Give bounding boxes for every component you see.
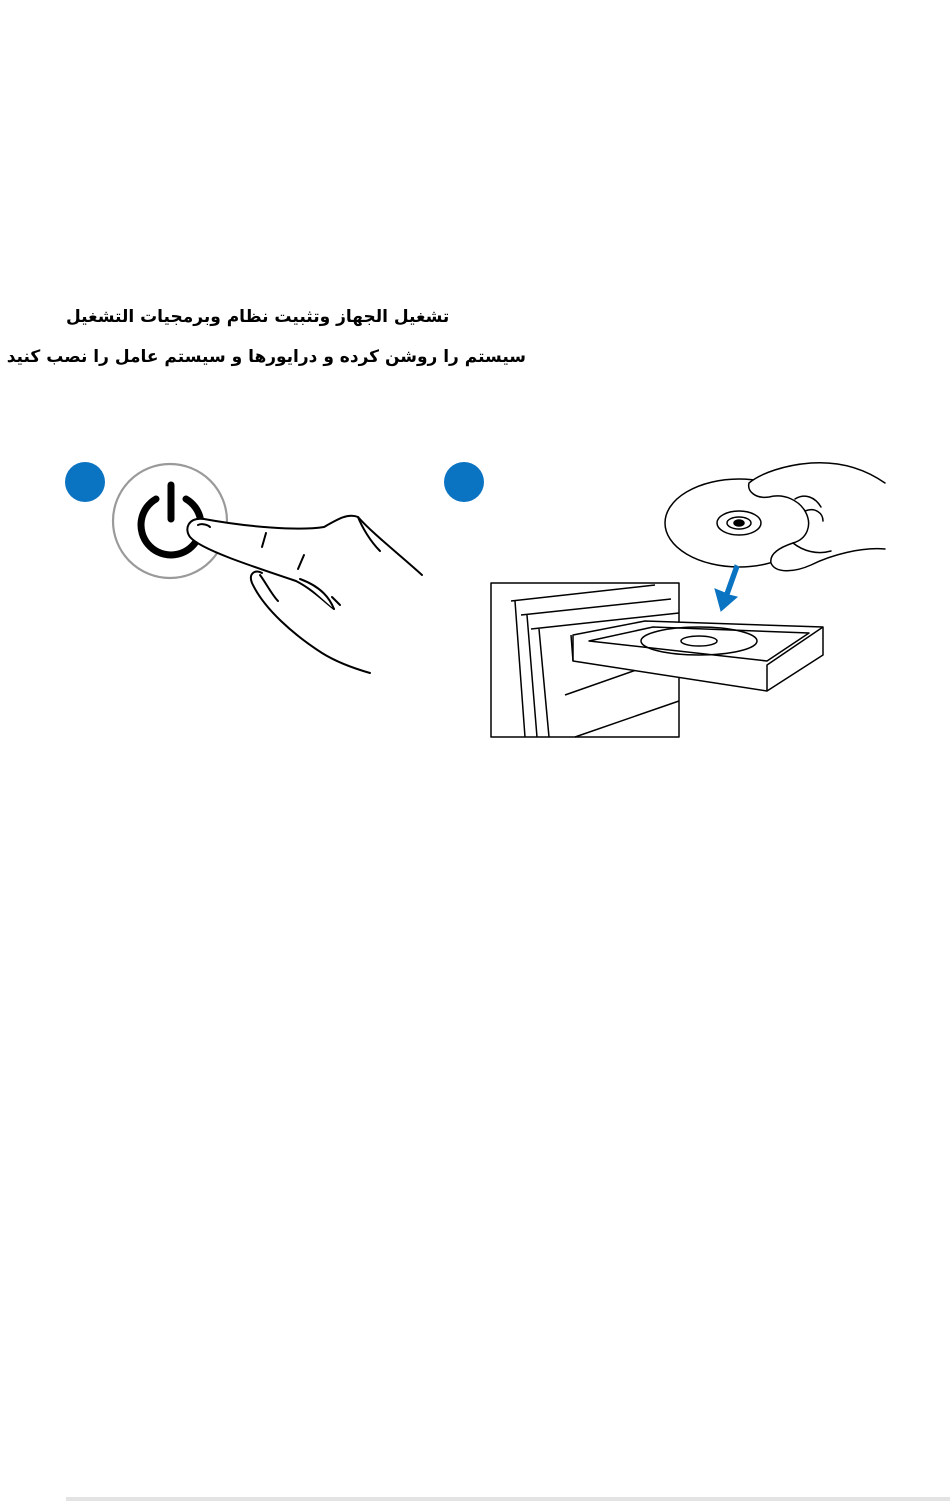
footer-rule xyxy=(66,1497,950,1501)
insert-arrow xyxy=(715,565,739,611)
hand-icon xyxy=(187,516,422,673)
section-heading-persian: سیستم را روشن کرده و درایورها و سیستم عامل را نصب کنید xyxy=(6,347,526,367)
step-2-badge xyxy=(444,462,484,502)
section-heading-arabic: تشغيل الجهاز وتثبيت نظام وبرمجيات التشغيل xyxy=(66,307,450,327)
cd-insertion-illustration xyxy=(485,455,905,745)
power-button-illustration xyxy=(100,455,430,685)
step-1-badge xyxy=(65,462,105,502)
